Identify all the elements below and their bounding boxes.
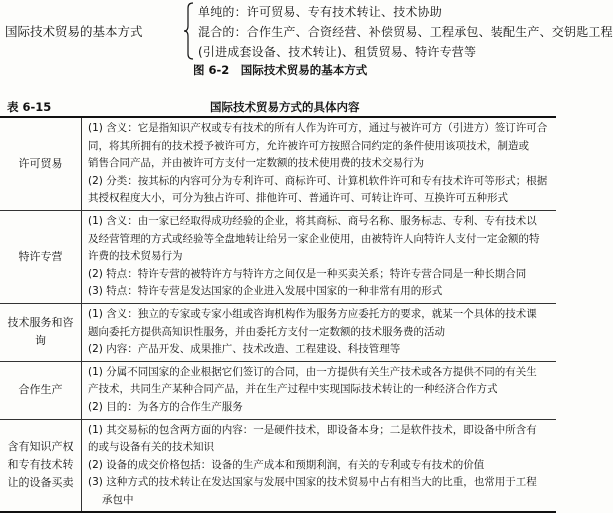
content-table	[0, 116, 556, 513]
content-line: (1) 含义：由一家已经取得成功经验的企业，将其商标、商号名称、服务标志、专利、专有技术以	[88, 214, 537, 227]
table-title: 国际技术贸易方式的具体内容	[210, 100, 360, 114]
table-row-technical-services	[0, 304, 556, 362]
content-line: (2) 特点：特许专营的被特许方与特许方之间仅是一种买卖关系；特许专营合同是一种长期合同	[88, 267, 527, 280]
content-line: 题向委托方提供高知识性服务，并由委托方支付一定数额的技术服务费的活动	[88, 325, 445, 338]
diagram-branch-mixed-continued: (引进成套设备、技术转让)、租赁贸易、特许专营等	[198, 45, 477, 59]
table-row-franchising	[0, 211, 556, 304]
table-row-cooperative-production	[0, 362, 556, 420]
row-content	[82, 118, 556, 210]
diagram-branch-simple: 单纯的：许可贸易、专有技术转让、技术协助	[198, 5, 443, 19]
content-line: 同，将其所拥有的技术授予被许可方，允许被许可方按照合同约定的条件使用该项技术，制造或	[88, 139, 529, 152]
content-line: (2) 目的：为各方的合作生产服务	[88, 400, 243, 413]
content-line: (3) 这种方式的技术转让在发达国家与发展中国家的技术贸易中占有相当大的比重，也常用于工程	[88, 476, 537, 489]
content-line: 及经营管理的方式或经验等全盘地转让给另一家企业使用，由被特许人向特许人支付一定金额的特	[88, 232, 540, 245]
content-line: (2) 内容：产品开发、成果推广、技术改造、工程建设、科技管理等	[88, 343, 401, 356]
content-line: (2) 分类：按其标的内容可分为专利许可、商标许可、计算机软件许可和专有技术许可等形式；根据	[88, 174, 548, 187]
content-line: (2) 设备的成交价格包括：设备的生产成本和预期利润，有关的专利或专有技术的价值	[88, 458, 485, 471]
content-line: (1) 其交易标的包含两方面的内容：一是硬件技术，即设备本身；二是软件技术，即设备中所含有	[88, 423, 537, 436]
curly-brace-icon	[183, 2, 195, 60]
row-label: 含有知识产权和专有技术转让的设备买卖	[0, 420, 82, 512]
table-row-licensing	[0, 118, 556, 211]
content-line: 产技术，共同生产某种合同产品，并在生产过程中实现国际技术转让的一种经济合作方式	[88, 383, 498, 396]
row-label: 技术服务和咨询	[0, 304, 82, 361]
diagram-root-label: 国际技术贸易的基本方式	[5, 24, 143, 39]
content-line: 的或与设备有关的技术知识	[88, 441, 214, 454]
row-content	[82, 211, 556, 303]
row-label: 特许专营	[0, 211, 82, 303]
content-line: (1) 含义：它是指知识产权或专有技术的所有人作为许可方，通过与被许可方（引进方）签订许可合	[88, 122, 548, 134]
basic-modes-diagram	[0, 0, 613, 77]
table-number: 表 6-15	[7, 100, 52, 114]
content-line: (1) 分属不同国家的企业根据它们签订的合同，由一方提供有关生产技术或各方提供不同的有关生	[88, 365, 537, 378]
content-line: 承包中	[102, 493, 134, 506]
row-label: 许可贸易	[0, 118, 82, 210]
row-content	[82, 304, 556, 361]
content-line: (3) 特点：特许专营是发达国家的企业进入发展中国家的一种非常有用的形式	[88, 285, 443, 298]
table-row-equipment-trade	[0, 420, 556, 512]
diagram-branch-mixed: 混合的：合作生产、合资经营、补偿贸易、工程承包、装配生产、交钥匙工程	[198, 25, 613, 39]
content-line: 许费的技术贸易行为	[88, 250, 183, 263]
row-content	[82, 420, 556, 512]
content-line: (1) 含义：独立的专家或专家小组或咨询机构作为服务方应委托方的要求，就某一个具体的技术课	[88, 307, 537, 320]
content-line: 销售合同产品，并由被许可方支付一定数额的技术使用费的技术交易行为	[88, 157, 424, 170]
row-content	[82, 362, 556, 419]
figure-caption: 图 6-2 国际技术贸易的基本方式	[193, 63, 368, 77]
row-label: 合作生产	[0, 362, 82, 419]
content-line: 其授权程度大小，可分为独占许可、排他许可、普通许可、可转让许可、互换许可五种形式	[88, 192, 508, 205]
